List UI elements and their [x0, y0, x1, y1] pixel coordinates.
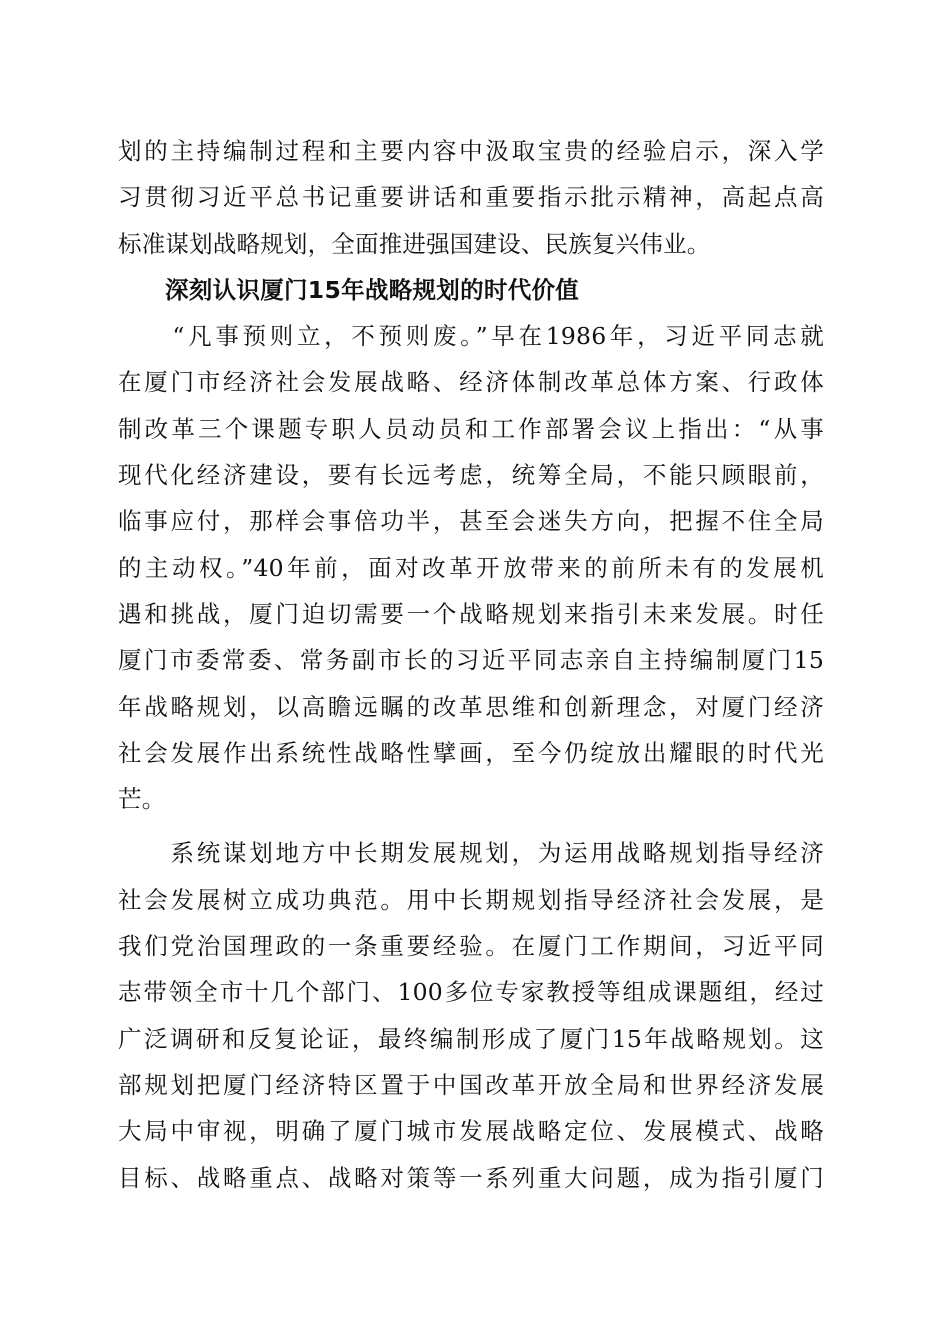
paragraph-line: 厦门市委常委、常务副市长的习近平同志亲自主持编制厦门15 — [118, 646, 824, 675]
paragraph-line: 的主动权。”40年前，面对改革开放带来的前所未有的发展机 — [118, 553, 824, 582]
paragraph-line: 广泛调研和反复论证，最终编制形成了厦门15年战略规划。这 — [118, 1024, 824, 1053]
paragraph-line: 大局中审视，明确了厦门城市发展战略定位、发展模式、战略 — [118, 1117, 824, 1146]
paragraph-line: 划的主持编制过程和主要内容中汲取宝贵的经验启示，深入学 — [118, 137, 824, 165]
paragraph-3 — [118, 830, 824, 1200]
paragraph-line: 习贯彻习近平总书记重要讲话和重要指示批示精神，高起点高 — [118, 183, 824, 212]
paragraph-line: 系统谋划地方中长期发展规划，为运用战略规划指导经济 — [118, 839, 824, 868]
paragraph-line: 标准谋划战略规划，全面推进强国建设、民族复兴伟业。 — [118, 229, 711, 258]
paragraph-line: “凡事预则立，不预则废。”早在1986年，习近平同志就 — [118, 322, 824, 351]
paragraph-line: 现代化经济建设，要有长远考虑，统筹全局，不能只顾眼前， — [118, 461, 824, 490]
paragraph-line: 社会发展树立成功典范。用中长期规划指导经济社会发展，是 — [118, 885, 824, 914]
paragraph-line: 我们党治国理政的一条重要经验。在厦门工作期间，习近平同 — [118, 932, 824, 961]
paragraph-line: 临事应付，那样会事倍功半，甚至会迷失方向，把握不住全局 — [118, 507, 824, 536]
document-page — [118, 128, 824, 1201]
paragraph-line: 社会发展作出系统性战略性擘画，至今仍绽放出耀眼的时代光 — [118, 738, 824, 767]
paragraph-line: 年战略规划，以高瞻远瞩的改革思维和创新理念，对厦门经济 — [118, 692, 824, 721]
paragraph-line: 遇和挑战，厦门迫切需要一个战略规划来指引未来发展。时任 — [118, 599, 824, 628]
paragraph-2 — [118, 313, 824, 822]
paragraph-line: 在厦门市经济社会发展战略、经济体制改革总体方案、行政体 — [118, 368, 824, 397]
section-heading: 深刻认识厦门15年战略规划的时代价值 — [165, 275, 580, 304]
paragraph-gap — [118, 822, 824, 830]
paragraph-line: 制改革三个课题专职人员动员和工作部署会议上指出：“从事 — [118, 414, 824, 443]
paragraph-line: 芒。 — [118, 785, 166, 814]
paragraph-line: 部规划把厦门经济特区置于中国改革开放全局和世界经济发展 — [118, 1070, 824, 1099]
paragraph-line: 志带领全市十几个部门、100多位专家教授等组成课题组，经过 — [118, 978, 824, 1007]
paragraph-1 — [118, 128, 824, 267]
paragraph-line: 目标、战略重点、战略对策等一系列重大问题，成为指引厦门 — [118, 1163, 824, 1192]
